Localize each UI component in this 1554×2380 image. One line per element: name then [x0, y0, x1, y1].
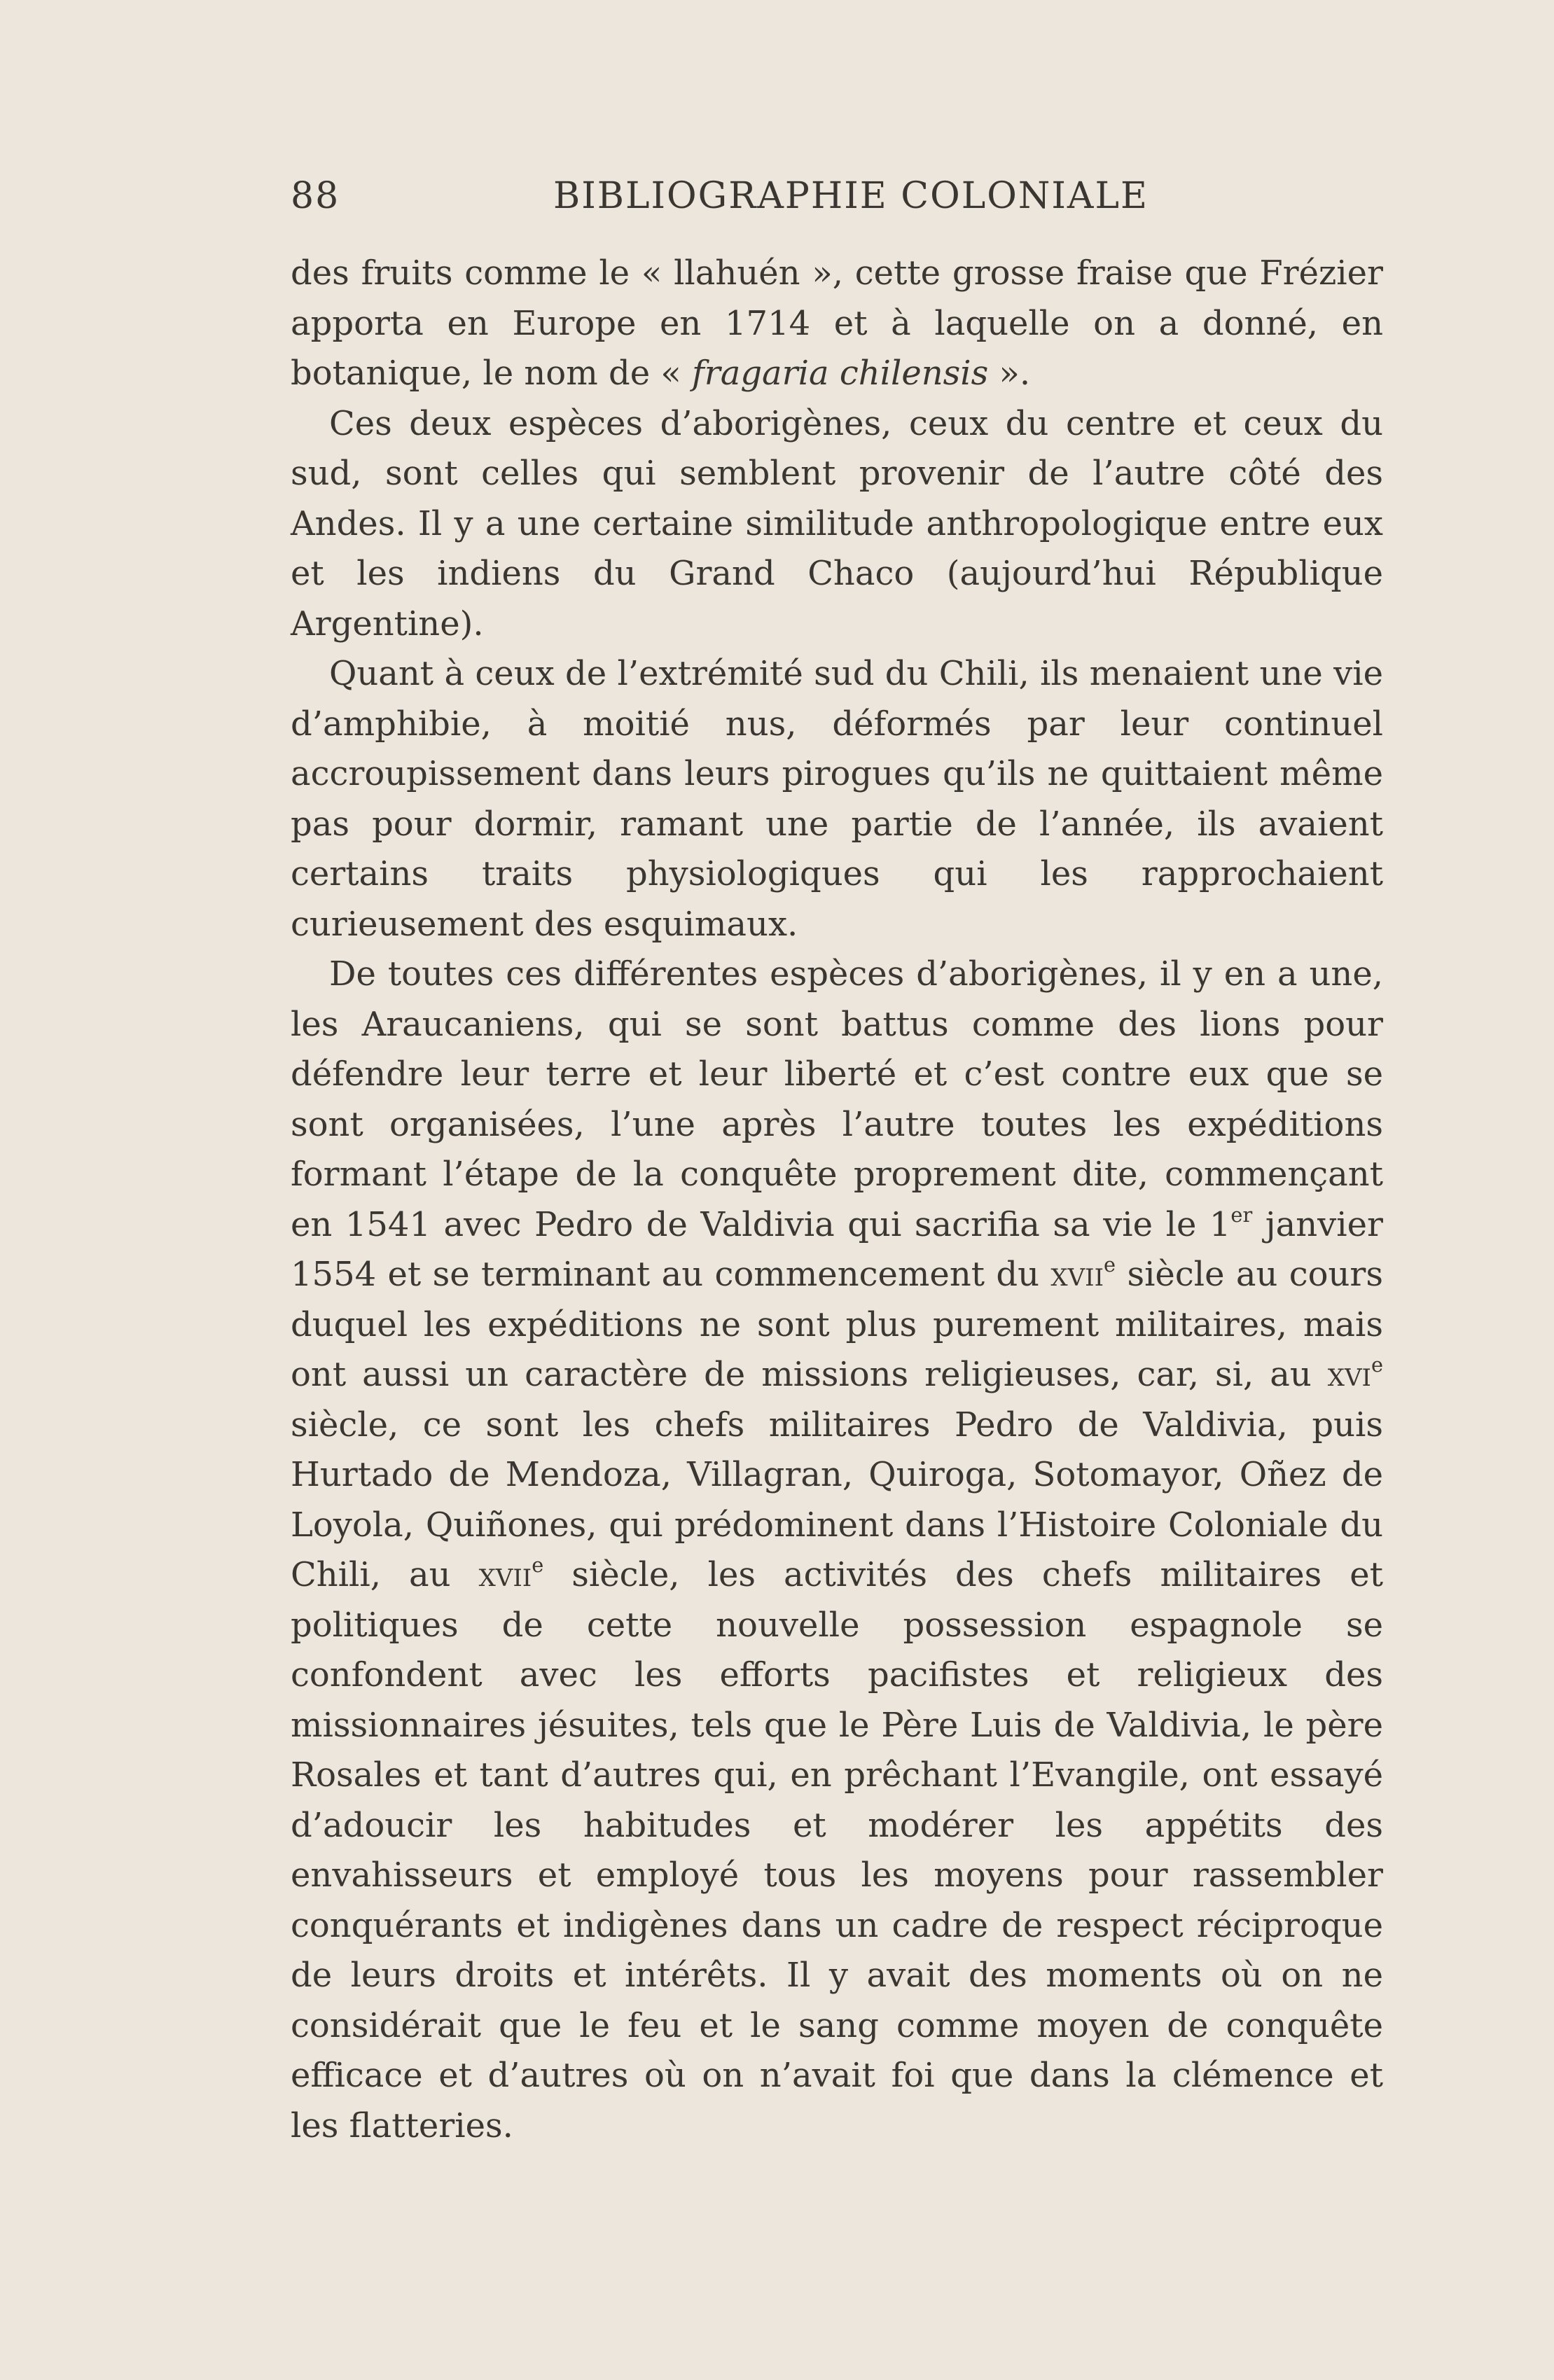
running-title: BIBLIOGRAPHIE COLONIALE [553, 175, 1149, 217]
body-text [291, 249, 1383, 2151]
paragraph-4: De toutes ces différentes espèces d’aborigènes, il y en a une, les Araucaniens, qui se sont battus comme des lions pour défendre leur terre et leur liberté et c’est contre eux que se sont organisées, l’une après l’autre toutes les expéditions formant l’étape de la conquête proprement dite, commençant en 1541 avec Pedro de Valdivia qui sacrifia sa vie le 1er janvier 1554 et se terminant au commencement du xvii$^e$ siècle au cours duquel les expéditions ne sont plus purement militaires, mais ont aussi un caractère de missions religieuses, car, si, au xvi$^e$ siècle, ce sont les chefs militaires Pedro de Valdivia, puis Hurtado de Mendoza, Villagran, Quiroga, Sotomayor, Oñez de Loyola, Quiñones, qui prédominent dans l’Histoire Coloniale du Chili, au xvii$^e$ siècle, les activités des chefs militaires et politiques de cette nouvelle possession espagnole se confondent avec les efforts pacifistes et religieux des missionnaires jésuites, tels que le Père Luis de Valdivia, le père Rosales et tant d’autres qui, en prêchant l’Evangile, ont essayé d’adoucir les habitudes et modérer les appétits des envahisseurs et employé tous les moyens pour rassembler conquérants et indigènes dans un cadre de respect réciproque de leurs droits et intérêts. Il y avait des moments où on ne considérait que le feu et le sang comme moyen de conquête efficace et d’autres où on n’avait foi que dans la clémence et les flatteries. [291, 954, 1384, 2145]
paragraph-3: Quant à ceux de l’extrémité sud du Chili, ils menaient une vie d’amphibie, à moitié nus, déformés par leur continuel accroupissement dans leurs pirogues qu’ils ne quittaient même pas pour dormir, ramant une partie de l’année, ils avaient certains traits physiologiques qui les rapprochaient curieusement des esquimaux. [291, 654, 1383, 944]
latin-term: fragaria chilensis [691, 354, 989, 393]
paragraph-2: Ces deux espèces d’aborigènes, ceux du centre et ceux du sud, sont celles qui semblent provenir de l’autre côté des Andes. Il y a une certaine similitude anthropologique entre eux et les indiens du Grand Chaco (aujourd’hui République Argentine). [291, 403, 1383, 643]
page-number: 88 [291, 175, 340, 217]
page-header [291, 175, 1383, 224]
paragraph-1: des fruits comme le « llahuén », cette grosse fraise que Frézier apporta en Europe en 1714 et à laquelle on a donné, en botanique, le nom de « fragaria chilensis ». [291, 253, 1383, 393]
